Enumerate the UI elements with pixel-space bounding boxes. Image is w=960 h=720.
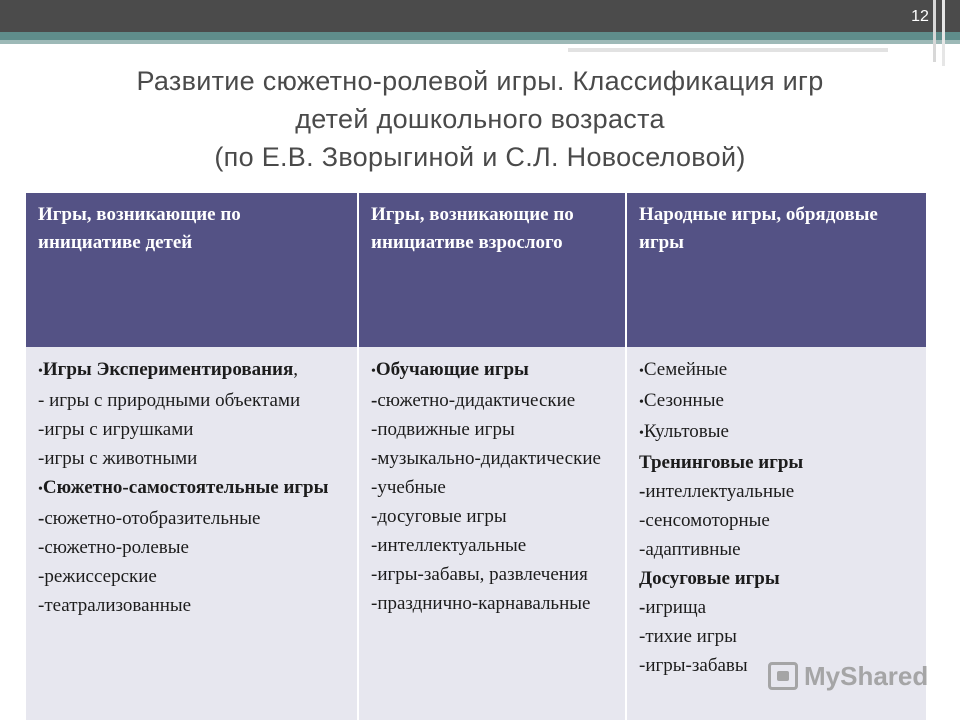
list-item	[38, 504, 351, 533]
bullet-icon: •	[371, 364, 376, 379]
list-item	[38, 533, 351, 562]
column-body	[26, 347, 357, 720]
list-item	[639, 448, 920, 477]
item-text: -игры-забавы, развлечения	[371, 564, 588, 585]
list-item	[371, 531, 619, 560]
list-item	[639, 355, 920, 386]
item-prefix: -	[38, 508, 45, 529]
bullet-icon: •	[38, 364, 43, 379]
item-text: -адаптивные	[639, 539, 741, 560]
bullet-icon: •	[38, 482, 43, 497]
list-item	[639, 535, 920, 564]
item-text: -сюжетно-ролевые	[38, 537, 189, 558]
bullet-icon: •	[639, 364, 644, 379]
item-text: Досуговые игры	[639, 568, 780, 589]
table-column	[359, 193, 625, 720]
list-item	[38, 591, 351, 620]
item-text: интеллектуальные	[645, 481, 795, 502]
slide-top-bar	[0, 0, 960, 32]
list-item	[371, 386, 619, 415]
list-item	[38, 444, 351, 473]
item-prefix: -	[639, 481, 646, 502]
list-item	[371, 473, 619, 502]
title-line: детей дошкольного возраста	[295, 104, 665, 134]
item-text: Сезонные	[643, 390, 724, 411]
list-item	[371, 415, 619, 444]
item-text: Сюжетно-самостоятельные игры	[42, 477, 329, 498]
list-item	[371, 444, 619, 473]
item-text: - игры с природными объектами	[38, 390, 301, 411]
list-item	[371, 502, 619, 531]
item-text: сюжетно-отобразительные	[44, 508, 261, 529]
column-body	[359, 347, 625, 720]
list-item	[38, 355, 351, 386]
bullet-icon: •	[639, 426, 644, 441]
table-column	[26, 193, 357, 720]
item-text: -досуговые игры	[371, 506, 507, 527]
title-line: (по Е.В. Зворыгиной и С.Л. Новоселовой)	[214, 142, 746, 172]
classification-table	[26, 193, 929, 720]
item-text: Обучающие игры	[375, 359, 529, 380]
decor-line	[942, 0, 945, 66]
myshared-logo-icon	[768, 662, 798, 690]
item-text: Семейные	[643, 359, 728, 380]
item-suffix: ,	[293, 359, 299, 380]
list-item	[38, 473, 351, 504]
slide-number: 12	[911, 8, 929, 25]
item-text: Культовые	[643, 421, 729, 442]
list-item	[639, 477, 920, 506]
slide-title	[40, 62, 920, 176]
item-text: -режиссерские	[38, 566, 157, 587]
list-item	[371, 355, 619, 386]
list-item	[639, 417, 920, 448]
item-text: Игры Экспериментирования	[42, 359, 294, 380]
item-text: игрища	[645, 597, 707, 618]
item-text: -игры с животными	[38, 448, 198, 469]
list-item	[38, 415, 351, 444]
list-item	[639, 506, 920, 535]
item-text: -тихие игры	[639, 626, 737, 647]
list-item	[639, 564, 920, 593]
watermark	[768, 658, 928, 694]
watermark-text: MyShared	[804, 660, 929, 691]
decor-stripe	[568, 48, 888, 52]
table-column	[627, 193, 929, 720]
column-header: Игры, возникающие по инициативе детей	[26, 193, 357, 347]
decor-stripe	[0, 32, 960, 40]
column-header: Игры, возникающие по инициативе взрослого	[359, 193, 625, 347]
item-text: -празднично-карнавальные	[371, 593, 591, 614]
item-text: -учебные	[371, 477, 446, 498]
item-text: -игры-забавы	[639, 655, 748, 676]
item-prefix: -	[639, 597, 646, 618]
list-item	[38, 386, 351, 415]
item-text: -интеллектуальные	[371, 535, 527, 556]
item-text: -подвижные игры	[371, 419, 515, 440]
column-header: Народные игры, обрядовые игры	[627, 193, 926, 347]
list-item	[371, 560, 619, 589]
list-item	[639, 593, 920, 622]
list-item	[639, 622, 920, 651]
list-item	[639, 386, 920, 417]
item-text: -музыкально-дидактические	[371, 448, 601, 469]
item-text: сюжетно-дидактические	[377, 390, 576, 411]
bullet-icon: •	[639, 395, 644, 410]
item-text: -игры с игрушками	[38, 419, 194, 440]
title-line: Развитие сюжетно-ролевой игры. Классификация игр	[136, 66, 824, 96]
list-item	[38, 562, 351, 591]
item-prefix: -	[371, 390, 378, 411]
item-text: -сенсомоторные	[639, 510, 770, 531]
decor-stripe	[0, 40, 960, 44]
item-text: -театрализованные	[38, 595, 192, 616]
item-text: Тренинговые игры	[639, 452, 804, 473]
list-item	[371, 589, 619, 618]
